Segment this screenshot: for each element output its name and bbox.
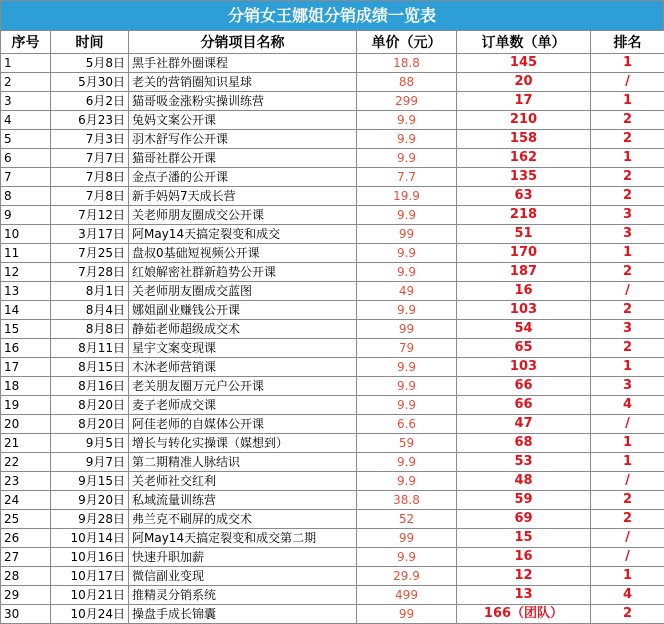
cell-price: 9.9 (357, 206, 457, 225)
cell-date: 7月12日 (51, 206, 129, 225)
table-row (1, 548, 664, 567)
table-row (1, 434, 664, 453)
cell-price: 19.9 (357, 187, 457, 206)
cell-project-name: 阿May14天搞定裂变和成交 (129, 225, 357, 244)
cell-date: 7月8日 (51, 187, 129, 206)
cell-project-name: 老关的营销圈知识星球 (129, 73, 357, 92)
cell-orders: 16 (457, 548, 591, 567)
cell-rank: 2 (591, 605, 664, 624)
cell-seq: 11 (1, 244, 51, 263)
cell-rank: 3 (591, 206, 664, 225)
table-row (1, 377, 664, 396)
cell-price: 9.9 (357, 244, 457, 263)
cell-project-name: 木沐老师营销课 (129, 358, 357, 377)
cell-project-name: 关老师社交红利 (129, 472, 357, 491)
cell-seq: 27 (1, 548, 51, 567)
table-row (1, 73, 664, 92)
table-row (1, 282, 664, 301)
cell-project-name: 关老师朋友圈成交公开课 (129, 206, 357, 225)
cell-orders: 66 (457, 396, 591, 415)
cell-project-name: 关老师朋友圈成交蓝图 (129, 282, 357, 301)
cell-price: 99 (357, 605, 457, 624)
column-header-project: 分销项目名称 (129, 31, 357, 54)
cell-price: 88 (357, 73, 457, 92)
cell-price: 49 (357, 282, 457, 301)
cell-project-name: 羽木舒写作公开课 (129, 130, 357, 149)
header-row (1, 31, 664, 54)
cell-price: 9.9 (357, 301, 457, 320)
cell-date: 10月16日 (51, 548, 129, 567)
cell-date: 9月5日 (51, 434, 129, 453)
cell-project-name: 推精灵分销系统 (129, 586, 357, 605)
cell-seq: 28 (1, 567, 51, 586)
cell-rank: 1 (591, 92, 664, 111)
cell-price: 29.9 (357, 567, 457, 586)
cell-date: 8月16日 (51, 377, 129, 396)
cell-rank: 2 (591, 339, 664, 358)
cell-seq: 24 (1, 491, 51, 510)
cell-orders: 53 (457, 453, 591, 472)
cell-project-name: 操盘手成长锦囊 (129, 605, 357, 624)
table-row (1, 415, 664, 434)
table-row (1, 605, 664, 624)
cell-seq: 29 (1, 586, 51, 605)
cell-price: 499 (357, 586, 457, 605)
cell-project-name: 猫哥吸金涨粉实操训练营 (129, 92, 357, 111)
cell-seq: 8 (1, 187, 51, 206)
cell-seq: 9 (1, 206, 51, 225)
cell-rank: 2 (591, 510, 664, 529)
table-row (1, 92, 664, 111)
cell-price: 9.9 (357, 111, 457, 130)
cell-orders: 47 (457, 415, 591, 434)
cell-project-name: 私域流量训练营 (129, 491, 357, 510)
cell-date: 6月2日 (51, 92, 129, 111)
cell-seq: 17 (1, 358, 51, 377)
cell-rank: / (591, 415, 664, 434)
cell-rank: / (591, 548, 664, 567)
cell-date: 8月4日 (51, 301, 129, 320)
cell-orders: 12 (457, 567, 591, 586)
table-body (1, 54, 664, 624)
cell-date: 9月15日 (51, 472, 129, 491)
cell-project-name: 静茹老师超级成交术 (129, 320, 357, 339)
cell-price: 9.9 (357, 396, 457, 415)
cell-project-name: 老关朋友圈万元户公开课 (129, 377, 357, 396)
table-row (1, 339, 664, 358)
cell-rank: 1 (591, 358, 664, 377)
table-row (1, 225, 664, 244)
cell-price: 9.9 (357, 472, 457, 491)
cell-project-name: 黑手社群外圈课程 (129, 54, 357, 73)
cell-date: 8月15日 (51, 358, 129, 377)
cell-rank: 3 (591, 225, 664, 244)
cell-rank: 4 (591, 396, 664, 415)
cell-project-name: 微信副业变现 (129, 567, 357, 586)
cell-rank: / (591, 529, 664, 548)
cell-seq: 25 (1, 510, 51, 529)
table-row (1, 586, 664, 605)
cell-seq: 22 (1, 453, 51, 472)
cell-seq: 7 (1, 168, 51, 187)
cell-orders: 51 (457, 225, 591, 244)
cell-price: 18.8 (357, 54, 457, 73)
column-header-seq: 序号 (1, 31, 51, 54)
table-row (1, 263, 664, 282)
cell-rank: / (591, 472, 664, 491)
cell-rank: 1 (591, 453, 664, 472)
table-row (1, 567, 664, 586)
cell-price: 79 (357, 339, 457, 358)
cell-seq: 21 (1, 434, 51, 453)
cell-rank: 2 (591, 130, 664, 149)
cell-rank: 1 (591, 244, 664, 263)
cell-project-name: 第二期精准人脉结识 (129, 453, 357, 472)
column-header-price: 单价（元） (357, 31, 457, 54)
sales-table (0, 30, 664, 624)
cell-orders: 65 (457, 339, 591, 358)
table-row (1, 187, 664, 206)
cell-orders: 135 (457, 168, 591, 187)
cell-seq: 3 (1, 92, 51, 111)
cell-seq: 14 (1, 301, 51, 320)
cell-date: 9月7日 (51, 453, 129, 472)
cell-orders: 69 (457, 510, 591, 529)
cell-seq: 23 (1, 472, 51, 491)
cell-project-name: 新手妈妈7天成长营 (129, 187, 357, 206)
column-header-date: 时间 (51, 31, 129, 54)
cell-orders: 187 (457, 263, 591, 282)
cell-price: 38.8 (357, 491, 457, 510)
cell-price: 9.9 (357, 130, 457, 149)
cell-project-name: 快速升职加薪 (129, 548, 357, 567)
cell-orders: 218 (457, 206, 591, 225)
cell-orders: 145 (457, 54, 591, 73)
cell-seq: 15 (1, 320, 51, 339)
cell-orders: 103 (457, 301, 591, 320)
cell-price: 9.9 (357, 149, 457, 168)
cell-orders: 166（团队） (457, 605, 591, 624)
cell-price: 299 (357, 92, 457, 111)
cell-seq: 10 (1, 225, 51, 244)
cell-date: 8月20日 (51, 415, 129, 434)
table-row (1, 529, 664, 548)
cell-date: 5月30日 (51, 73, 129, 92)
cell-seq: 19 (1, 396, 51, 415)
cell-date: 8月1日 (51, 282, 129, 301)
table-row (1, 358, 664, 377)
cell-price: 7.7 (357, 168, 457, 187)
cell-orders: 20 (457, 73, 591, 92)
cell-seq: 2 (1, 73, 51, 92)
cell-price: 59 (357, 434, 457, 453)
cell-date: 9月28日 (51, 510, 129, 529)
cell-price: 99 (357, 320, 457, 339)
cell-project-name: 弗兰克不刷屏的成交术 (129, 510, 357, 529)
table-row (1, 301, 664, 320)
cell-orders: 59 (457, 491, 591, 510)
cell-rank: 1 (591, 54, 664, 73)
cell-price: 9.9 (357, 377, 457, 396)
cell-orders: 162 (457, 149, 591, 168)
cell-orders: 13 (457, 586, 591, 605)
cell-seq: 1 (1, 54, 51, 73)
cell-orders: 48 (457, 472, 591, 491)
cell-date: 3月17日 (51, 225, 129, 244)
cell-project-name: 阿May14天搞定裂变和成交第二期 (129, 529, 357, 548)
table-row (1, 149, 664, 168)
cell-rank: 2 (591, 491, 664, 510)
cell-date: 7月3日 (51, 130, 129, 149)
cell-seq: 13 (1, 282, 51, 301)
cell-project-name: 兔妈文案公开课 (129, 111, 357, 130)
cell-date: 10月24日 (51, 605, 129, 624)
cell-project-name: 猫哥社群公开课 (129, 149, 357, 168)
table-row (1, 130, 664, 149)
cell-date: 8月20日 (51, 396, 129, 415)
cell-orders: 103 (457, 358, 591, 377)
cell-project-name: 星宇文案变现课 (129, 339, 357, 358)
table-title: 分销女王娜姐分销成绩一览表 (0, 0, 664, 30)
cell-price: 99 (357, 225, 457, 244)
cell-orders: 15 (457, 529, 591, 548)
cell-price: 9.9 (357, 453, 457, 472)
table-row (1, 510, 664, 529)
cell-rank: 2 (591, 301, 664, 320)
cell-project-name: 娜姐副业赚钱公开课 (129, 301, 357, 320)
cell-rank: 1 (591, 149, 664, 168)
cell-price: 99 (357, 529, 457, 548)
table-row (1, 472, 664, 491)
cell-seq: 20 (1, 415, 51, 434)
cell-rank: 2 (591, 263, 664, 282)
cell-rank: 2 (591, 187, 664, 206)
cell-rank: 2 (591, 111, 664, 130)
cell-date: 8月11日 (51, 339, 129, 358)
cell-orders: 63 (457, 187, 591, 206)
cell-project-name: 盘叔0基础短视频公开课 (129, 244, 357, 263)
cell-orders: 158 (457, 130, 591, 149)
cell-seq: 4 (1, 111, 51, 130)
cell-price: 9.9 (357, 358, 457, 377)
table-row (1, 111, 664, 130)
cell-rank: 1 (591, 434, 664, 453)
cell-date: 8月8日 (51, 320, 129, 339)
cell-seq: 30 (1, 605, 51, 624)
table-row (1, 244, 664, 263)
cell-orders: 170 (457, 244, 591, 263)
cell-rank: 2 (591, 168, 664, 187)
cell-price: 6.6 (357, 415, 457, 434)
cell-rank: 3 (591, 377, 664, 396)
cell-project-name: 红娘解密社群新趋势公开课 (129, 263, 357, 282)
cell-seq: 6 (1, 149, 51, 168)
table-row (1, 320, 664, 339)
cell-seq: 16 (1, 339, 51, 358)
cell-seq: 18 (1, 377, 51, 396)
cell-project-name: 增长与转化实操课（媒想到） (129, 434, 357, 453)
cell-orders: 16 (457, 282, 591, 301)
table-row (1, 453, 664, 472)
table-row (1, 396, 664, 415)
cell-project-name: 麦子老师成交课 (129, 396, 357, 415)
cell-price: 9.9 (357, 263, 457, 282)
cell-project-name: 阿佳老师的自媒体公开课 (129, 415, 357, 434)
cell-price: 9.9 (357, 548, 457, 567)
column-header-orders: 订单数（单） (457, 31, 591, 54)
cell-date: 7月7日 (51, 149, 129, 168)
table-row (1, 491, 664, 510)
column-header-rank: 排名 (591, 31, 664, 54)
cell-seq: 12 (1, 263, 51, 282)
table-row (1, 206, 664, 225)
cell-seq: 26 (1, 529, 51, 548)
cell-date: 10月14日 (51, 529, 129, 548)
cell-orders: 210 (457, 111, 591, 130)
cell-orders: 17 (457, 92, 591, 111)
cell-date: 7月28日 (51, 263, 129, 282)
cell-orders: 68 (457, 434, 591, 453)
cell-date: 5月8日 (51, 54, 129, 73)
cell-date: 7月25日 (51, 244, 129, 263)
table-row (1, 168, 664, 187)
cell-price: 52 (357, 510, 457, 529)
cell-orders: 66 (457, 377, 591, 396)
cell-rank: / (591, 73, 664, 92)
cell-orders: 54 (457, 320, 591, 339)
cell-date: 7月8日 (51, 168, 129, 187)
cell-rank: 1 (591, 567, 664, 586)
cell-project-name: 金点子潘的公开课 (129, 168, 357, 187)
table-row (1, 54, 664, 73)
cell-date: 6月23日 (51, 111, 129, 130)
cell-seq: 5 (1, 130, 51, 149)
cell-date: 9月20日 (51, 491, 129, 510)
cell-rank: / (591, 282, 664, 301)
cell-date: 10月17日 (51, 567, 129, 586)
cell-rank: 3 (591, 320, 664, 339)
cell-rank: 4 (591, 586, 664, 605)
cell-date: 10月21日 (51, 586, 129, 605)
